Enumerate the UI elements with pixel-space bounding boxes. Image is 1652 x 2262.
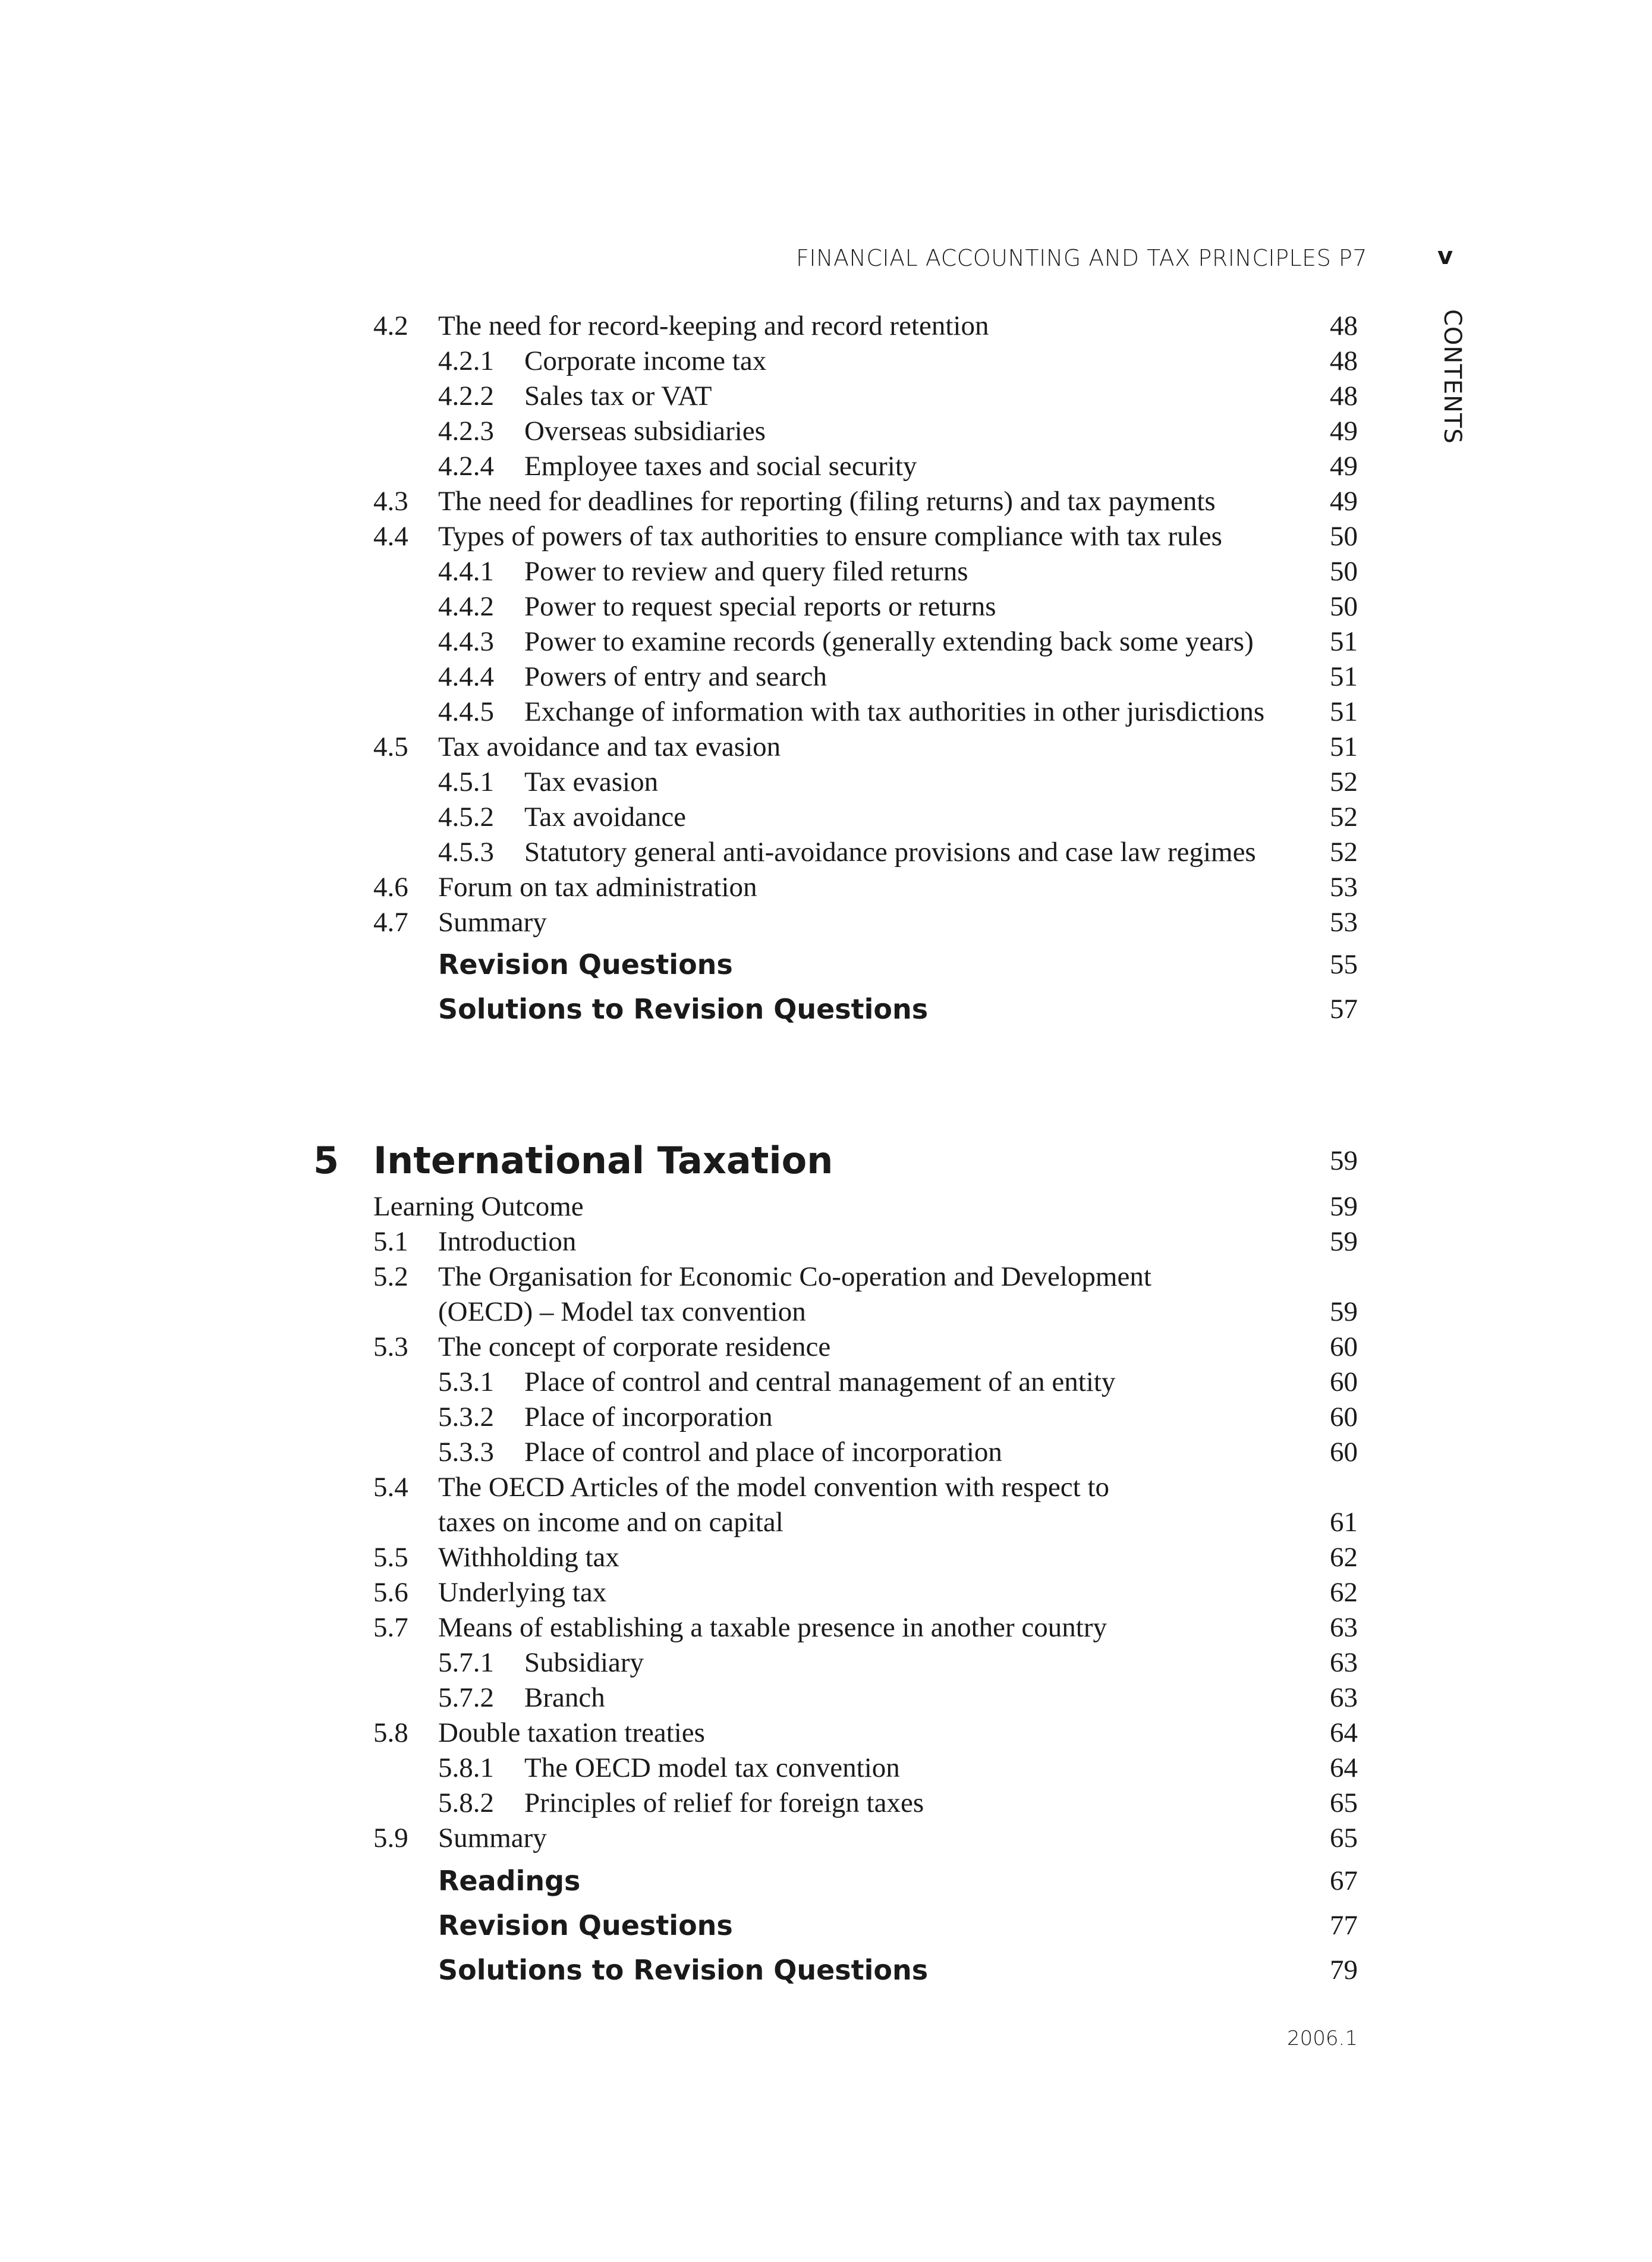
toc-entry[interactable] [0,1610,1652,1645]
toc-entry-page: 65 [1330,1823,1358,1853]
toc-entry-number: 4.2 [373,310,408,341]
toc-entry-page: 52 [1330,837,1358,868]
toc-entry[interactable] [0,799,1652,835]
toc-entry[interactable] [0,483,1652,519]
toc-entry-title: Power to review and query filed returns [524,556,968,587]
toc-entry[interactable] [0,1680,1652,1716]
toc-entry-title: Power to request special reports or returns [524,591,996,622]
toc-entry-page: 65 [1330,1787,1358,1818]
toc-entry[interactable] [0,904,1652,940]
toc-entry-number: 4.2.1 [438,345,494,376]
toc-entry[interactable] [0,764,1652,800]
toc-entry-page: 50 [1330,591,1358,622]
toc-entry[interactable] [0,1189,1652,1224]
toc-entry-number: 4.3 [373,486,408,517]
toc-entry[interactable] [0,343,1652,379]
toc-entry-title-continued: (OECD) – Model tax convention [438,1296,806,1327]
toc-entry-page: 60 [1330,1366,1358,1397]
toc-entry-page: 60 [1330,1437,1358,1468]
toc-entry-number: 5.3.3 [438,1437,494,1468]
chapter-page: 59 [1330,1145,1358,1176]
toc-entry-title: Overseas subsidiaries [524,416,766,447]
toc-entry-title: Types of powers of tax authorities to ensure compliance with tax rules [438,521,1222,552]
toc-entry[interactable] [0,1399,1652,1435]
toc-entry-title: Means of establishing a taxable presence in another country [438,1612,1107,1643]
toc-entry-page: 59 [1330,1191,1358,1222]
toc-entry-page: 62 [1330,1577,1358,1608]
toc-entry-page: 64 [1330,1717,1358,1748]
toc-entry-title: Subsidiary [524,1647,644,1678]
toc-entry-title: Exchange of information with tax authorities in other jurisdictions [524,696,1265,727]
toc-entry-number: 5.1 [373,1226,408,1257]
toc-entry-title: Place of control and place of incorporation [524,1437,1002,1468]
edition-number: 2006.1 [1287,2027,1358,2050]
toc-entry-number: 5.4 [373,1472,408,1503]
toc-extra-title: Revision Questions [438,1909,733,1941]
toc-entry-page: 48 [1330,310,1358,341]
toc-entry-title: Tax avoidance [524,802,687,832]
chapter-number: 5 [313,1139,339,1182]
toc-entry-number: 4.2.4 [438,451,494,482]
toc-entry-title: Forum on tax administration [438,872,757,903]
toc-entry-number: 4.2.2 [438,381,494,411]
page-folio: v [1437,243,1453,270]
toc-entry[interactable] [0,1259,1652,1295]
toc-entry[interactable] [0,1364,1652,1400]
toc-extra-entry[interactable] [0,1952,1652,1988]
toc-extra-title: Revision Questions [438,948,733,981]
toc-entry-number: 4.4 [373,521,408,552]
toc-entry-page: 52 [1330,766,1358,797]
toc-entry[interactable] [0,1434,1652,1470]
toc-extra-entry[interactable] [0,947,1652,982]
toc-entry[interactable] [0,1645,1652,1680]
toc-entry-page: 48 [1330,381,1358,411]
toc-entry-title: The OECD Articles of the model convention with respect to [438,1472,1110,1503]
toc-entry-title: Corporate income tax [524,345,767,376]
toc-entry-title: The Organisation for Economic Co-operation and Development [438,1261,1151,1292]
toc-entry[interactable] [0,624,1652,659]
toc-entry-number: 4.2.3 [438,416,494,447]
toc-entry-number: 5.8.1 [438,1752,494,1783]
toc-entry-title: Summary [438,1823,547,1853]
toc-entry-title: Place of control and central management of an entity [524,1366,1116,1397]
toc-entry-page: 51 [1330,731,1358,762]
toc-entry-number: 4.7 [373,907,408,938]
toc-entry[interactable] [0,834,1652,870]
toc-extra-entry[interactable] [0,1863,1652,1899]
toc-entry-page: 51 [1330,696,1358,727]
toc-entry-title: Withholding tax [438,1542,619,1573]
toc-entry-page: 50 [1330,556,1358,587]
toc-entry-number: 5.6 [373,1577,408,1608]
toc-entry-title: Power to examine records (generally extending back some years) [524,626,1254,657]
toc-entry-page: 60 [1330,1402,1358,1432]
toc-entry-title: Sales tax or VAT [524,381,712,411]
toc-entry[interactable] [0,869,1652,905]
toc-entry[interactable] [0,1750,1652,1786]
toc-entry-number: 4.5 [373,731,408,762]
toc-entry-number: 5.8 [373,1717,408,1748]
toc-entry-number: 4.5.3 [438,837,494,868]
toc-entry-title: The need for deadlines for reporting (filing returns) and tax payments [438,486,1216,517]
toc-entry-number: 4.5.2 [438,802,494,832]
running-header-title: FINANCIAL ACCOUNTING AND TAX PRINCIPLES P7 [795,245,1367,271]
toc-entry-continuation[interactable] [0,1504,1652,1540]
toc-entry[interactable] [0,729,1652,765]
toc-entry-number: 5.8.2 [438,1787,494,1818]
toc-entry-title: The OECD model tax convention [524,1752,900,1783]
toc-entry-number: 5.7.1 [438,1647,494,1678]
toc-entry[interactable] [0,1575,1652,1610]
toc-entry[interactable] [0,694,1652,730]
toc-entry[interactable] [0,589,1652,624]
toc-extra-page: 79 [1330,1955,1358,1985]
toc-extra-page: 57 [1330,994,1358,1025]
toc-entry-title: Tax avoidance and tax evasion [438,731,781,762]
toc-entry-number: 5.7 [373,1612,408,1643]
toc-entry-title-continued: taxes on income and on capital [438,1507,783,1538]
toc-entry[interactable] [0,1540,1652,1575]
toc-entry-title: Principles of relief for foreign taxes [524,1787,924,1818]
toc-entry-number: 5.2 [373,1261,408,1292]
toc-entry-title: Branch [524,1682,605,1713]
toc-entry-title: Place of incorporation [524,1402,773,1432]
toc-entry-title: Learning Outcome [373,1191,584,1222]
toc-entry[interactable] [0,448,1652,484]
toc-entry[interactable] [0,554,1652,589]
toc-entry-title: Powers of entry and search [524,661,827,692]
toc-entry[interactable] [0,1715,1652,1751]
toc-entry-title: Double taxation treaties [438,1717,705,1748]
toc-extra-title: Readings [438,1865,581,1897]
toc-entry-page: 63 [1330,1682,1358,1713]
toc-entry[interactable] [0,1820,1652,1856]
toc-entry-page: 49 [1330,451,1358,482]
toc-entry[interactable] [0,378,1652,414]
toc-entry-page: 53 [1330,907,1358,938]
toc-entry-page: 59 [1330,1226,1358,1257]
toc-entry-page: 62 [1330,1542,1358,1573]
toc-entry-page: 61 [1330,1507,1358,1538]
toc-entry-page: 52 [1330,802,1358,832]
toc-extra-entry[interactable] [0,1908,1652,1943]
chapter-title: International Taxation [373,1139,833,1182]
toc-entry-page: 48 [1330,345,1358,376]
toc-entry[interactable] [0,519,1652,554]
toc-entry-page: 51 [1330,626,1358,657]
chapter-heading[interactable] [0,1137,1652,1185]
toc-entry-page: 60 [1330,1331,1358,1362]
toc-entry-title: Underlying tax [438,1577,607,1608]
toc-entry-number: 4.4.1 [438,556,494,587]
toc-entry[interactable] [0,659,1652,695]
toc-entry-page: 59 [1330,1296,1358,1327]
toc-entry-page: 51 [1330,661,1358,692]
toc-entry-number: 5.3.2 [438,1402,494,1432]
toc-entry-page: 63 [1330,1647,1358,1678]
toc-extra-title: Solutions to Revision Questions [438,993,929,1025]
toc-extra-page: 67 [1330,1865,1358,1896]
toc-entry-number: 5.7.2 [438,1682,494,1713]
toc-entry-page: 63 [1330,1612,1358,1643]
toc-entry-number: 5.5 [373,1542,408,1573]
toc-entry-number: 5.3 [373,1331,408,1362]
toc-extra-page: 55 [1330,949,1358,980]
toc-entry-title: Summary [438,907,547,938]
toc-extra-entry[interactable] [0,991,1652,1027]
toc-entry-number: 4.4.5 [438,696,494,727]
toc-extra-page: 77 [1330,1910,1358,1941]
contents-side-tab: CONTENTS [1439,309,1466,444]
toc-entry[interactable] [0,1329,1652,1365]
toc-entry-title: The concept of corporate residence [438,1331,831,1362]
toc-entry-title: The need for record-keeping and record retention [438,310,989,341]
toc-entry[interactable] [0,1224,1652,1259]
toc-entry[interactable] [0,308,1652,344]
toc-entry-title: Introduction [438,1226,577,1257]
toc-entry-continuation[interactable] [0,1294,1652,1330]
toc-entry-page: 53 [1330,872,1358,903]
toc-entry-number: 4.5.1 [438,766,494,797]
toc-extra-title: Solutions to Revision Questions [438,1954,929,1986]
toc-entry-title: Employee taxes and social security [524,451,917,482]
toc-entry-page: 49 [1330,416,1358,447]
toc-entry-number: 5.3.1 [438,1366,494,1397]
toc-entry-number: 5.9 [373,1823,408,1853]
toc-entry-page: 49 [1330,486,1358,517]
toc-entry-number: 4.6 [373,872,408,903]
toc-entry-number: 4.4.2 [438,591,494,622]
toc-entry-number: 4.4.3 [438,626,494,657]
toc-entry[interactable] [0,413,1652,449]
toc-entry-page: 64 [1330,1752,1358,1783]
toc-entry-number: 4.4.4 [438,661,494,692]
toc-entry-title: Tax evasion [524,766,659,797]
toc-entry-page: 50 [1330,521,1358,552]
toc-entry-title: Statutory general anti-avoidance provisions and case law regimes [524,837,1256,868]
toc-entry[interactable] [0,1469,1652,1505]
toc-entry[interactable] [0,1785,1652,1821]
